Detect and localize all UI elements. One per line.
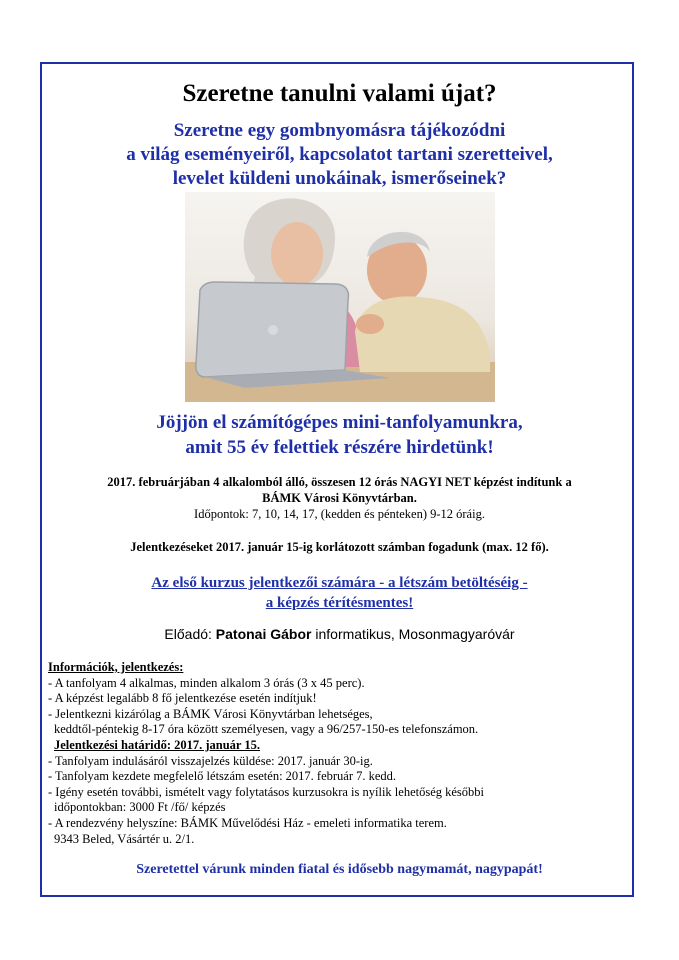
- info-item: - A képzést legalább 8 fő jelentkezése esetén indítjuk!: [48, 691, 317, 706]
- presenter-suffix: informatikus, Mosonmagyaróvár: [311, 626, 515, 642]
- closing-line: Szeretettel várunk minden fiatal és idősebb nagymamát, nagypapát!: [136, 862, 543, 877]
- poster-title: Szeretne tanulni valami újat?: [182, 80, 497, 107]
- free-offer: [40, 573, 639, 613]
- info-item: - Tanfolyam indulásáról visszajelzés küldése: 2017. január 30-ig.: [48, 753, 373, 768]
- presenter: [40, 626, 639, 642]
- invite-line: amit 55 év felettiek részére hirdetünk!: [185, 437, 494, 458]
- deadline-heading: Jelentkezési határidő: 2017. január 15.: [54, 737, 261, 752]
- photo-illustration: [185, 192, 495, 402]
- details-line: BÁMK Városi Könyvtárban.: [262, 491, 417, 505]
- info-section: [48, 660, 608, 847]
- invite-line: Jöjjön el számítógépes mini-tanfolyamunkra,: [156, 412, 523, 433]
- poster-subtitle: [40, 119, 639, 191]
- info-item: 9343 Beled, Vásártér u. 2/1.: [54, 831, 195, 846]
- info-item: időpontokban: 3000 Ft /fő/ képzés: [54, 800, 226, 815]
- info-item: - Jelentkezni kizárólag a BÁMK Városi Könyvtárban lehetséges,: [48, 706, 373, 721]
- presenter-prefix: Előadó:: [164, 626, 216, 642]
- subtitle-line: levelet küldeni unokáinak, ismerőseinek?: [172, 168, 507, 189]
- seniors-laptop-photo: [185, 192, 495, 402]
- invite-text: [40, 410, 639, 460]
- info-item: - Igény esetén további, ismételt vagy folytatásos kurzusokra is nyílik lehetőség későbbi: [48, 784, 485, 799]
- info-item: - A tanfolyam 4 alkalmas, minden alkalom 3 órás (3 x 45 perc).: [48, 675, 365, 690]
- course-details: [40, 474, 639, 522]
- info-item: - Tanfolyam kezdete megfelelő létszám esetén: 2017. február 7. kedd.: [48, 769, 397, 784]
- subtitle-line: a világ eseményeiről, kapcsolatot tartani szeretteivel,: [126, 144, 553, 165]
- presenter-name: Patonai Gábor: [215, 626, 312, 642]
- details-line: 2017. februárjában 4 alkalomból álló, összesen 12 órás NAGYI NET képzést indítunk a: [107, 475, 572, 489]
- free-line: a képzés térítésmentes!: [265, 595, 414, 611]
- info-item: - A rendezvény helyszíne: BÁMK Művelődési Ház - emeleti informatika terem.: [48, 815, 447, 830]
- subtitle-line: Szeretne egy gombnyomásra tájékozódni: [173, 120, 506, 141]
- free-line: Az első kurzus jelentkezői számára - a létszám betöltéséig -: [151, 575, 528, 591]
- signup-notice: Jelentkezéseket 2017. január 15-ig korlátozott számban fogadunk (max. 12 fő).: [130, 540, 549, 554]
- details-dates: Időpontok: 7, 10, 14, 17, (kedden és pénteken) 9-12 óráig.: [194, 507, 485, 521]
- info-heading: Információk, jelentkezés:: [48, 660, 184, 674]
- info-item: keddtől-péntekig 8-17 óra között személyesen, vagy a 96/257-150-es telefonszámon.: [54, 722, 479, 737]
